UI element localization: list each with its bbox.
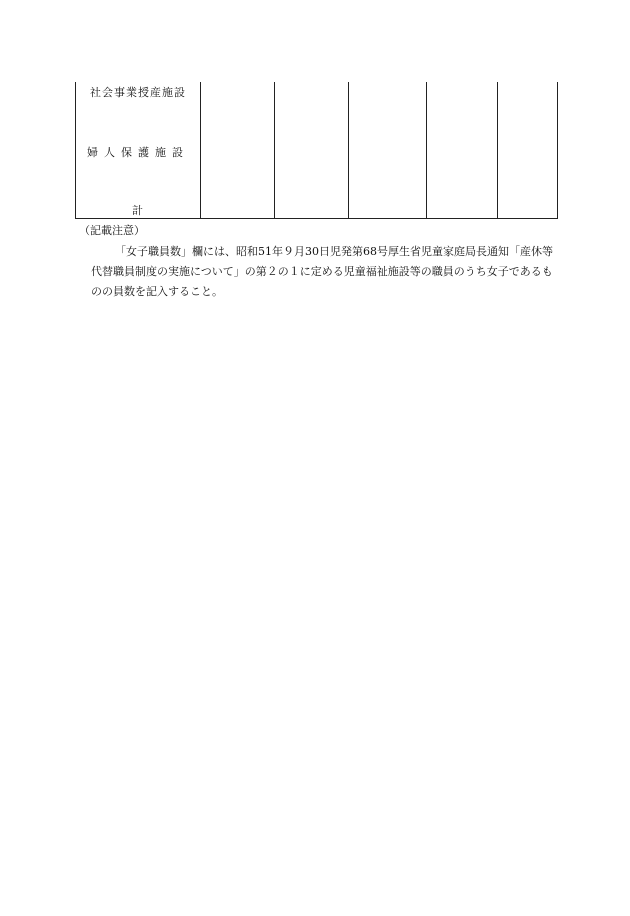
table-row xyxy=(76,82,558,134)
row-label-cell xyxy=(76,82,201,134)
table-cell xyxy=(275,82,349,134)
table-cell xyxy=(201,82,275,134)
table-cell xyxy=(349,82,427,134)
table-cell xyxy=(275,134,349,188)
table-cell xyxy=(427,188,498,219)
table-cell xyxy=(349,134,427,188)
row-label: 計 xyxy=(132,204,144,217)
table-cell xyxy=(275,188,349,219)
notes-section xyxy=(79,221,559,302)
table-cell xyxy=(498,134,558,188)
table-cell xyxy=(201,134,275,188)
staff-count-table xyxy=(75,82,558,219)
table-row xyxy=(76,188,558,219)
row-label: 婦人保護施設 xyxy=(87,146,189,159)
table-cell xyxy=(201,188,275,219)
row-label: 社会事業授産施設 xyxy=(90,86,186,99)
notes-body: 「女子職員数」欄には、昭和51年９月30日児発第68号厚生省児童家庭局長通知「産休等代替職員制度の実施について」の第２の１に定める児童福祉施設等の職員のうち女子であるものの員数を記入すること。 xyxy=(91,245,553,298)
notes-heading: （記載注意） xyxy=(79,224,145,237)
table-cell xyxy=(427,134,498,188)
table-cell xyxy=(349,188,427,219)
table-cell xyxy=(498,82,558,134)
row-label-cell xyxy=(76,188,201,219)
table-cell xyxy=(427,82,498,134)
table-row xyxy=(76,134,558,188)
row-label-cell xyxy=(76,134,201,188)
table-cell xyxy=(498,188,558,219)
